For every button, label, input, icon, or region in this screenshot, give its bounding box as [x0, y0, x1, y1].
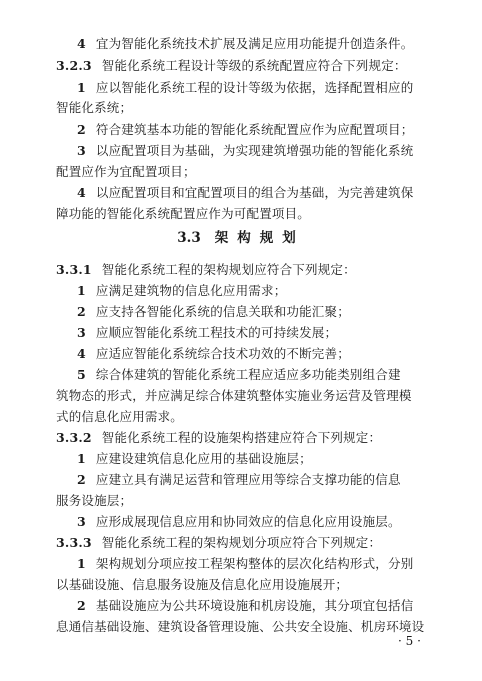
clause-heading: [56, 535, 381, 551]
item-continuation: 障功能的智能化系统配置应作为可配置项目。: [56, 206, 311, 221]
list-item: [77, 472, 401, 488]
clause-number: 3.2.3: [56, 58, 92, 73]
item-continuation: 息通信基础设施、建筑设备管理设施、公共安全设施、机房环境设: [56, 619, 425, 634]
item-number: 3: [77, 325, 86, 340]
list-item: [77, 367, 401, 383]
clause-number: 3.3.2: [56, 430, 92, 445]
list-item: [77, 80, 413, 96]
item-text: 应支持各智能化系统的信息关联和功能汇聚；: [95, 304, 350, 319]
list-item: [77, 185, 413, 201]
clause-heading: [56, 430, 381, 446]
item-text: 应建立具有满足运营和管理应用等综合支撑功能的信息: [95, 472, 401, 487]
item-number: 5: [77, 367, 86, 382]
item-number: 1: [77, 451, 86, 466]
item-continuation: 智能化系统；: [56, 100, 133, 115]
clause-number: 3.3.1: [56, 262, 92, 277]
item-text: 应建设建筑信息化应用的基础设施层；: [95, 451, 312, 466]
item-text: 基础设施应为公共环境设施和机房设施，其分项宜包括信: [95, 598, 414, 613]
list-item: [77, 36, 413, 52]
list-item: [77, 598, 413, 614]
item-number: 1: [77, 80, 86, 95]
item-number: 4: [77, 185, 86, 200]
list-item: [77, 514, 401, 530]
section-number: 3.3: [177, 230, 201, 246]
item-text: 符合建筑基本功能的智能化系统配置应作为应配置项目；: [95, 122, 414, 137]
list-item: [77, 143, 413, 159]
clause-text: 智能化系统工程的架构规划分项应符合下列规定：: [101, 535, 382, 550]
clause-text: 智能化系统工程设计等级的系统配置应符合下列规定：: [101, 58, 407, 73]
item-text: 应以智能化系统工程的设计等级为依据，选择配置相应的: [95, 80, 414, 95]
clause-number: 3.3.3: [56, 535, 92, 550]
item-number: 2: [77, 122, 86, 137]
clause-heading: [56, 262, 356, 278]
item-text: 综合体建筑的智能化系统工程应适应多功能类别组合建: [95, 367, 401, 382]
clause-text: 智能化系统工程的设施架构搭建应符合下列规定：: [101, 430, 382, 445]
item-number: 1: [77, 556, 86, 571]
item-text: 应适应智能化系统综合技术功效的不断完善；: [95, 346, 350, 361]
item-number: 2: [77, 598, 86, 613]
item-text: 应顺应智能化系统工程技术的可持续发展；: [95, 325, 338, 340]
item-number: 4: [77, 346, 86, 361]
item-number: 2: [77, 472, 86, 487]
item-continuation: 配置应作为宜配置项目；: [56, 164, 196, 179]
section-heading: [0, 229, 482, 247]
clause-text: 智能化系统工程的架构规划应符合下列规定：: [101, 262, 356, 277]
list-item: [77, 556, 413, 572]
list-item: [77, 304, 350, 320]
list-item: [77, 346, 350, 362]
list-item: [77, 122, 413, 138]
item-text: 宜为智能化系统技术扩展及满足应用功能提升创造条件。: [95, 36, 414, 51]
clause-heading: [56, 58, 407, 74]
list-item: [77, 325, 337, 341]
item-continuation: 式的信息化应用需求。: [56, 409, 184, 424]
item-number: 3: [77, 143, 86, 158]
item-number: 4: [77, 36, 86, 51]
list-item: [77, 451, 312, 467]
item-text: 应形成展现信息应用和协同效应的信息化应用设施层。: [95, 514, 401, 529]
item-number: 1: [77, 283, 86, 298]
item-continuation: 服务设施层；: [56, 493, 133, 508]
item-text: 以应配置项目和宜配置项目的组合为基础，为完善建筑保: [95, 185, 414, 200]
item-number: 3: [77, 514, 86, 529]
item-number: 2: [77, 304, 86, 319]
section-title: 架构规划: [214, 230, 305, 246]
item-continuation: 以基础设施、信息服务设施及信息化应用设施展开；: [56, 577, 349, 592]
page-number: · 5 ·: [398, 634, 421, 648]
item-text: 以应配置项目为基础，为实现建筑增强功能的智能化系统: [95, 143, 414, 158]
list-item: [77, 283, 286, 299]
item-text: 架构规划分项应按工程架构整体的层次化结构形式，分别: [95, 556, 414, 571]
item-text: 应满足建筑物的信息化应用需求；: [95, 283, 287, 298]
item-continuation: 筑物态的形式，并应满足综合体建筑整体实施业务运营及管理模: [56, 388, 412, 403]
